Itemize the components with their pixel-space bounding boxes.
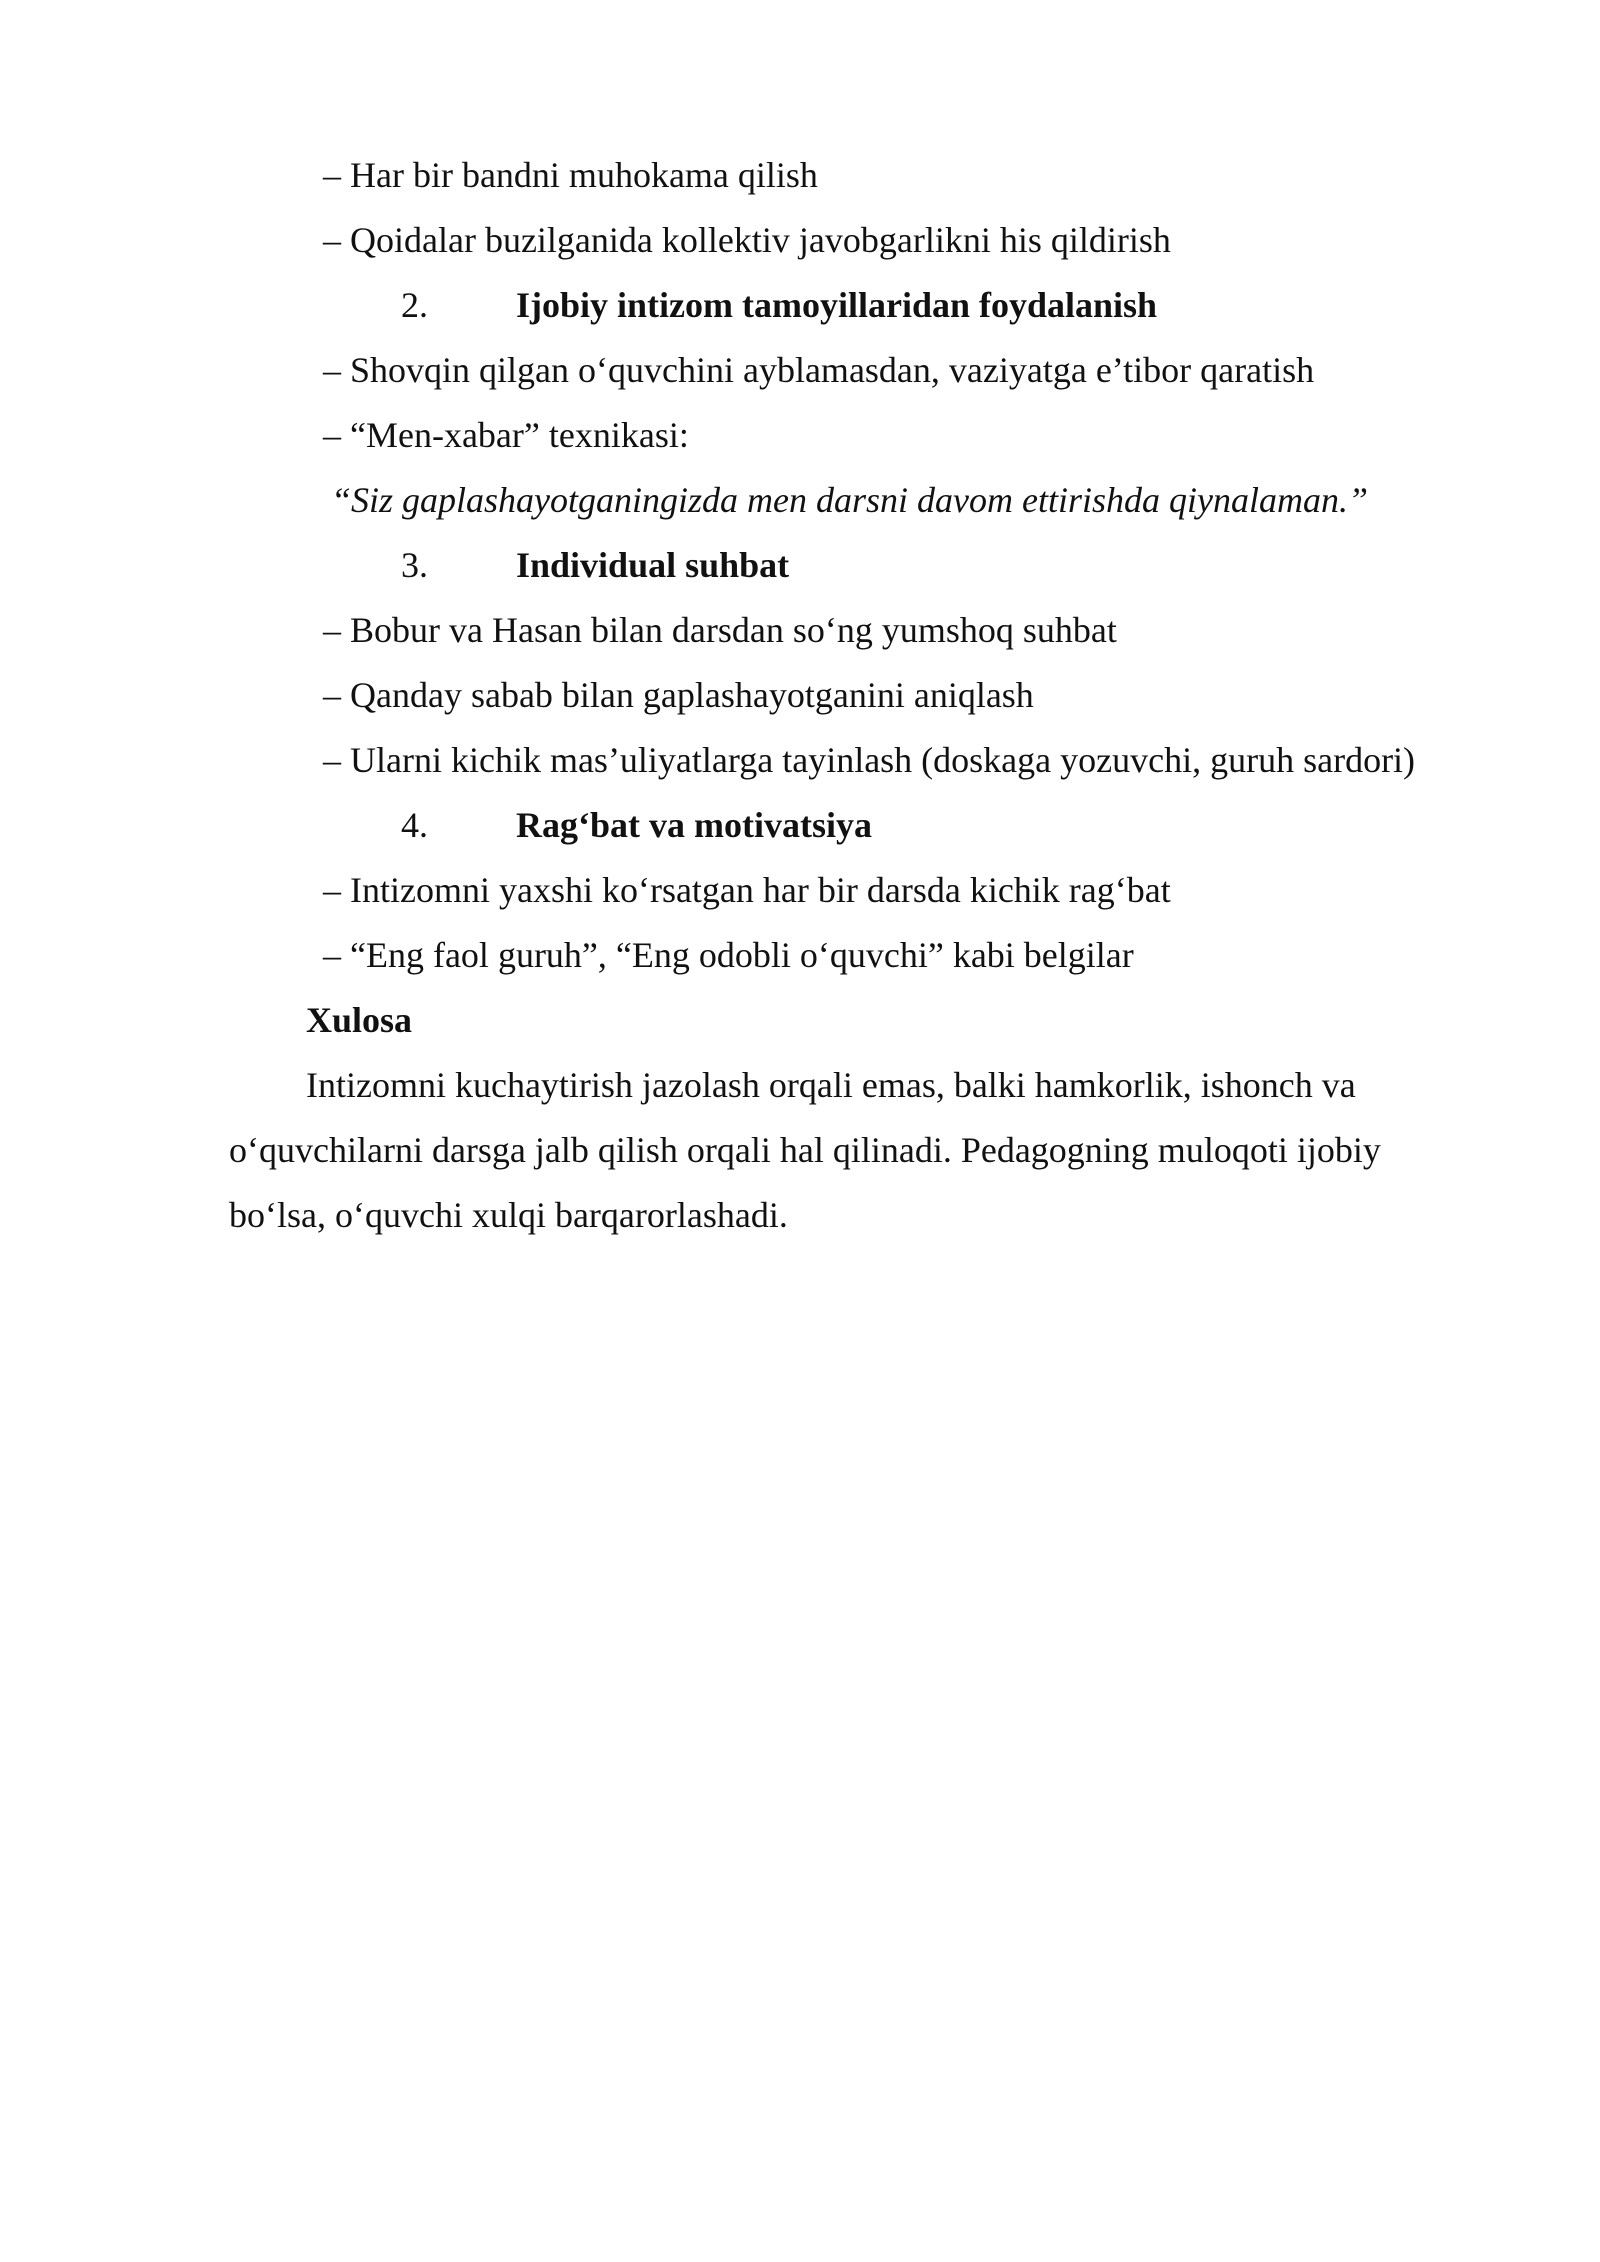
bullet-soft-talk: – Bobur va Hasan bilan darsdan so‘ng yumshoq suhbat xyxy=(323,610,1117,650)
bullet-find-reason: – Qanday sabab bilan gaplashayotganini aniqlash xyxy=(323,675,1034,715)
heading-4-number: 4. xyxy=(401,805,428,845)
heading-2-number: 2. xyxy=(401,285,428,325)
bullet-badges: – “Eng faol guruh”, “Eng odobli o‘quvchi” kabi belgilar xyxy=(323,935,1134,975)
bullet-small-responsibilities: – Ularni kichik mas’uliyatlarga tayinlash (doskaga yozuvchi, guruh sardori) xyxy=(323,740,1416,780)
heading-2-title: Ijobiy intizom tamoyillaridan foydalanish xyxy=(516,285,1158,325)
conclusion-paragraph-line-3: bo‘lsa, o‘quvchi xulqi barqarorlashadi. xyxy=(229,1195,788,1235)
bullet-collective-responsibility: – Qoidalar buzilganida kollektiv javobgarlikni his qildirish xyxy=(323,220,1171,260)
conclusion-paragraph-line-1: Intizomni kuchaytirish jazolash orqali emas, balki hamkorlik, ishonch va xyxy=(306,1065,1356,1105)
conclusion-paragraph-line-2: o‘quvchilarni darsga jalb qilish orqali hal qilinadi. Pedagogning muloqoti ijobiy xyxy=(229,1130,1381,1170)
heading-3-title: Individual suhbat xyxy=(516,545,790,585)
bullet-small-encouragement: – Intizomni yaxshi ko‘rsatgan har bir darsda kichik rag‘bat xyxy=(323,870,1171,910)
bullet-i-message-technique: – “Men-xabar” texnikasi: xyxy=(323,415,689,455)
italic-quote: “Siz gaplashayotganingizda men darsni davom ettirishda qiynalaman.” xyxy=(331,480,1369,520)
conclusion-title: Xulosa xyxy=(306,1000,413,1040)
bullet-focus-on-situation: – Shovqin qilgan o‘quvchini ayblamasdan, vaziyatga e’tibor qaratish xyxy=(323,350,1315,390)
heading-4-title: Rag‘bat va motivatsiya xyxy=(516,805,872,845)
bullet-discuss-each-point: – Har bir bandni muhokama qilish xyxy=(323,155,818,195)
heading-3-number: 3. xyxy=(401,545,428,585)
